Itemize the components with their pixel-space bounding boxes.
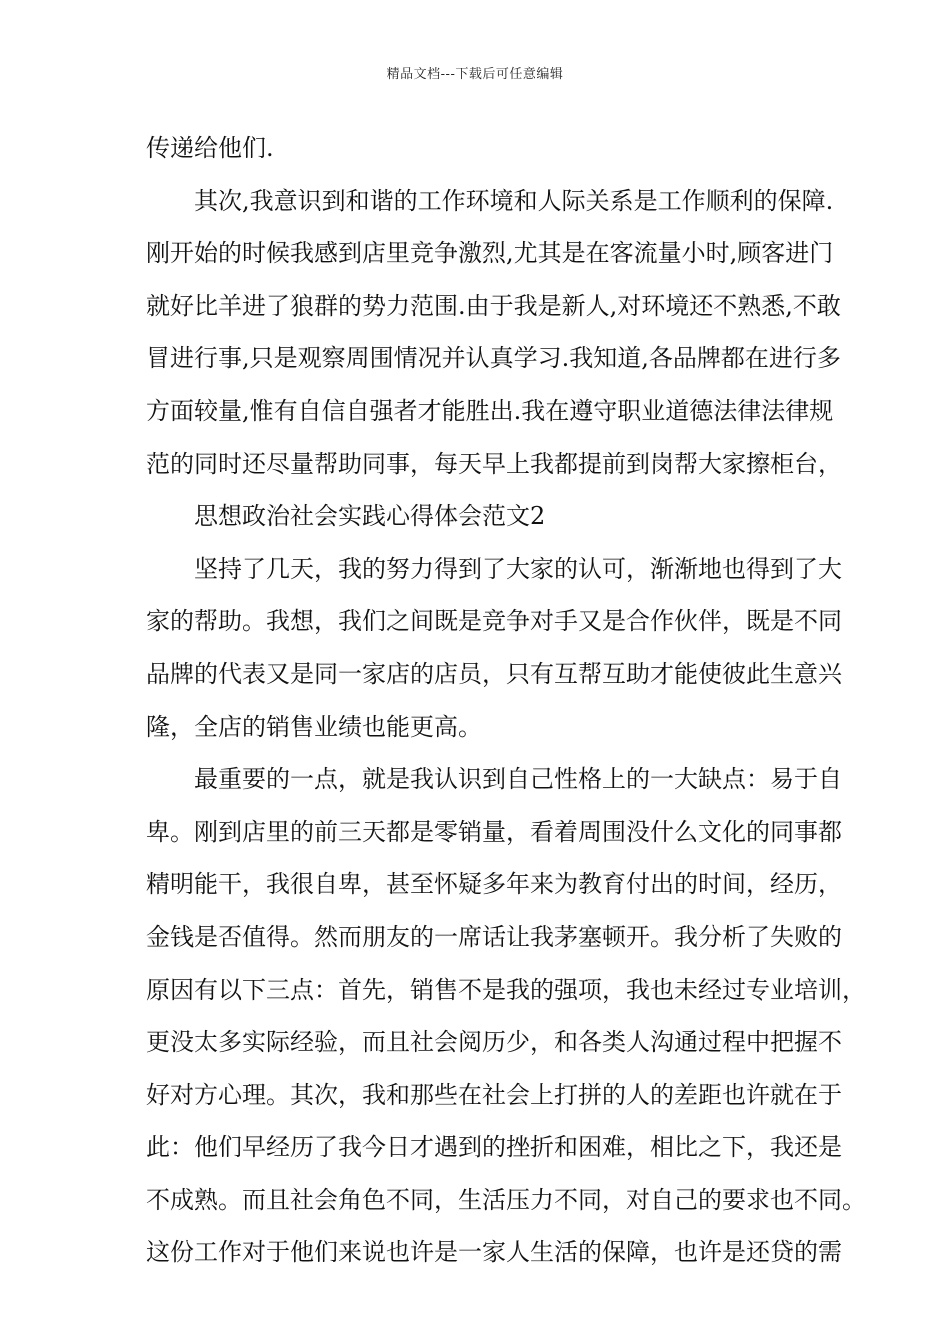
text-line: 好对方心理。其次，我和那些在社会上打拼的人的差距也许就在于	[146, 1080, 842, 1109]
text-line: 方面较量,惟有自信自强者才能胜出.我在遵守职业道德法律法律规	[146, 396, 834, 425]
text-line: 品牌的代表又是同一家店的店员，只有互帮互助才能使彼此生意兴	[146, 659, 842, 688]
document-body	[146, 128, 866, 1285]
text-line: 隆，全店的销售业绩也能更高。	[146, 712, 482, 741]
paragraph-start-line: 最重要的一点，就是我认识到自己性格上的一大缺点：易于自	[194, 765, 842, 794]
text-line: 家的帮助。我想，我们之间既是竞争对手又是合作伙伴，既是不同	[146, 607, 842, 636]
section-title: 思想政治社会实践心得体会范文2	[194, 502, 546, 531]
page-header: 精品文档---下载后可任意编辑	[386, 67, 564, 82]
text-line: 就好比羊进了狼群的势力范围.由于我是新人,对环境还不熟悉,不敢	[146, 291, 841, 320]
text-line: 冒进行事,只是观察周围情况并认真学习.我知道,各品牌都在进行多	[146, 344, 841, 373]
text-line: 不成熟。而且社会角色不同，生活压力不同，对自己的要求也不同。	[146, 1185, 866, 1214]
text-line: 更没太多实际经验，而且社会阅历少，和各类人沟通过程中把握不	[146, 1028, 842, 1057]
text-line: 卑。刚到店里的前三天都是零销量，看着周围没什么文化的同事都	[146, 817, 842, 846]
text-line: 刚开始的时候我感到店里竞争激烈,尤其是在客流量小时,顾客进门	[146, 239, 834, 268]
paragraph-start-line: 坚持了几天，我的努力得到了大家的认可，渐渐地也得到了大	[194, 554, 842, 583]
text-line: 传递给他们.	[146, 134, 274, 162]
text-line: 范的同时还尽量帮助同事，每天早上我都提前到岗帮大家擦柜台，	[146, 449, 842, 478]
text-line: 金钱是否值得。然而朋友的一席话让我茅塞顿开。我分析了失败的	[146, 922, 842, 951]
text-line: 此：他们早经历了我今日才遇到的挫折和困难，相比之下，我还是	[146, 1133, 842, 1162]
text-line: 这份工作对于他们来说也许是一家人生活的保障，也许是还贷的需	[146, 1238, 842, 1267]
paragraph-start-line: 其次,我意识到和谐的工作环境和人际关系是工作顺利的保障.	[194, 186, 834, 215]
text-line: 原因有以下三点：首先，销售不是我的强项，我也未经过专业培训，	[146, 975, 866, 1004]
text-line: 精明能干，我很自卑，甚至怀疑多年来为教育付出的时间，经历，	[146, 870, 842, 899]
